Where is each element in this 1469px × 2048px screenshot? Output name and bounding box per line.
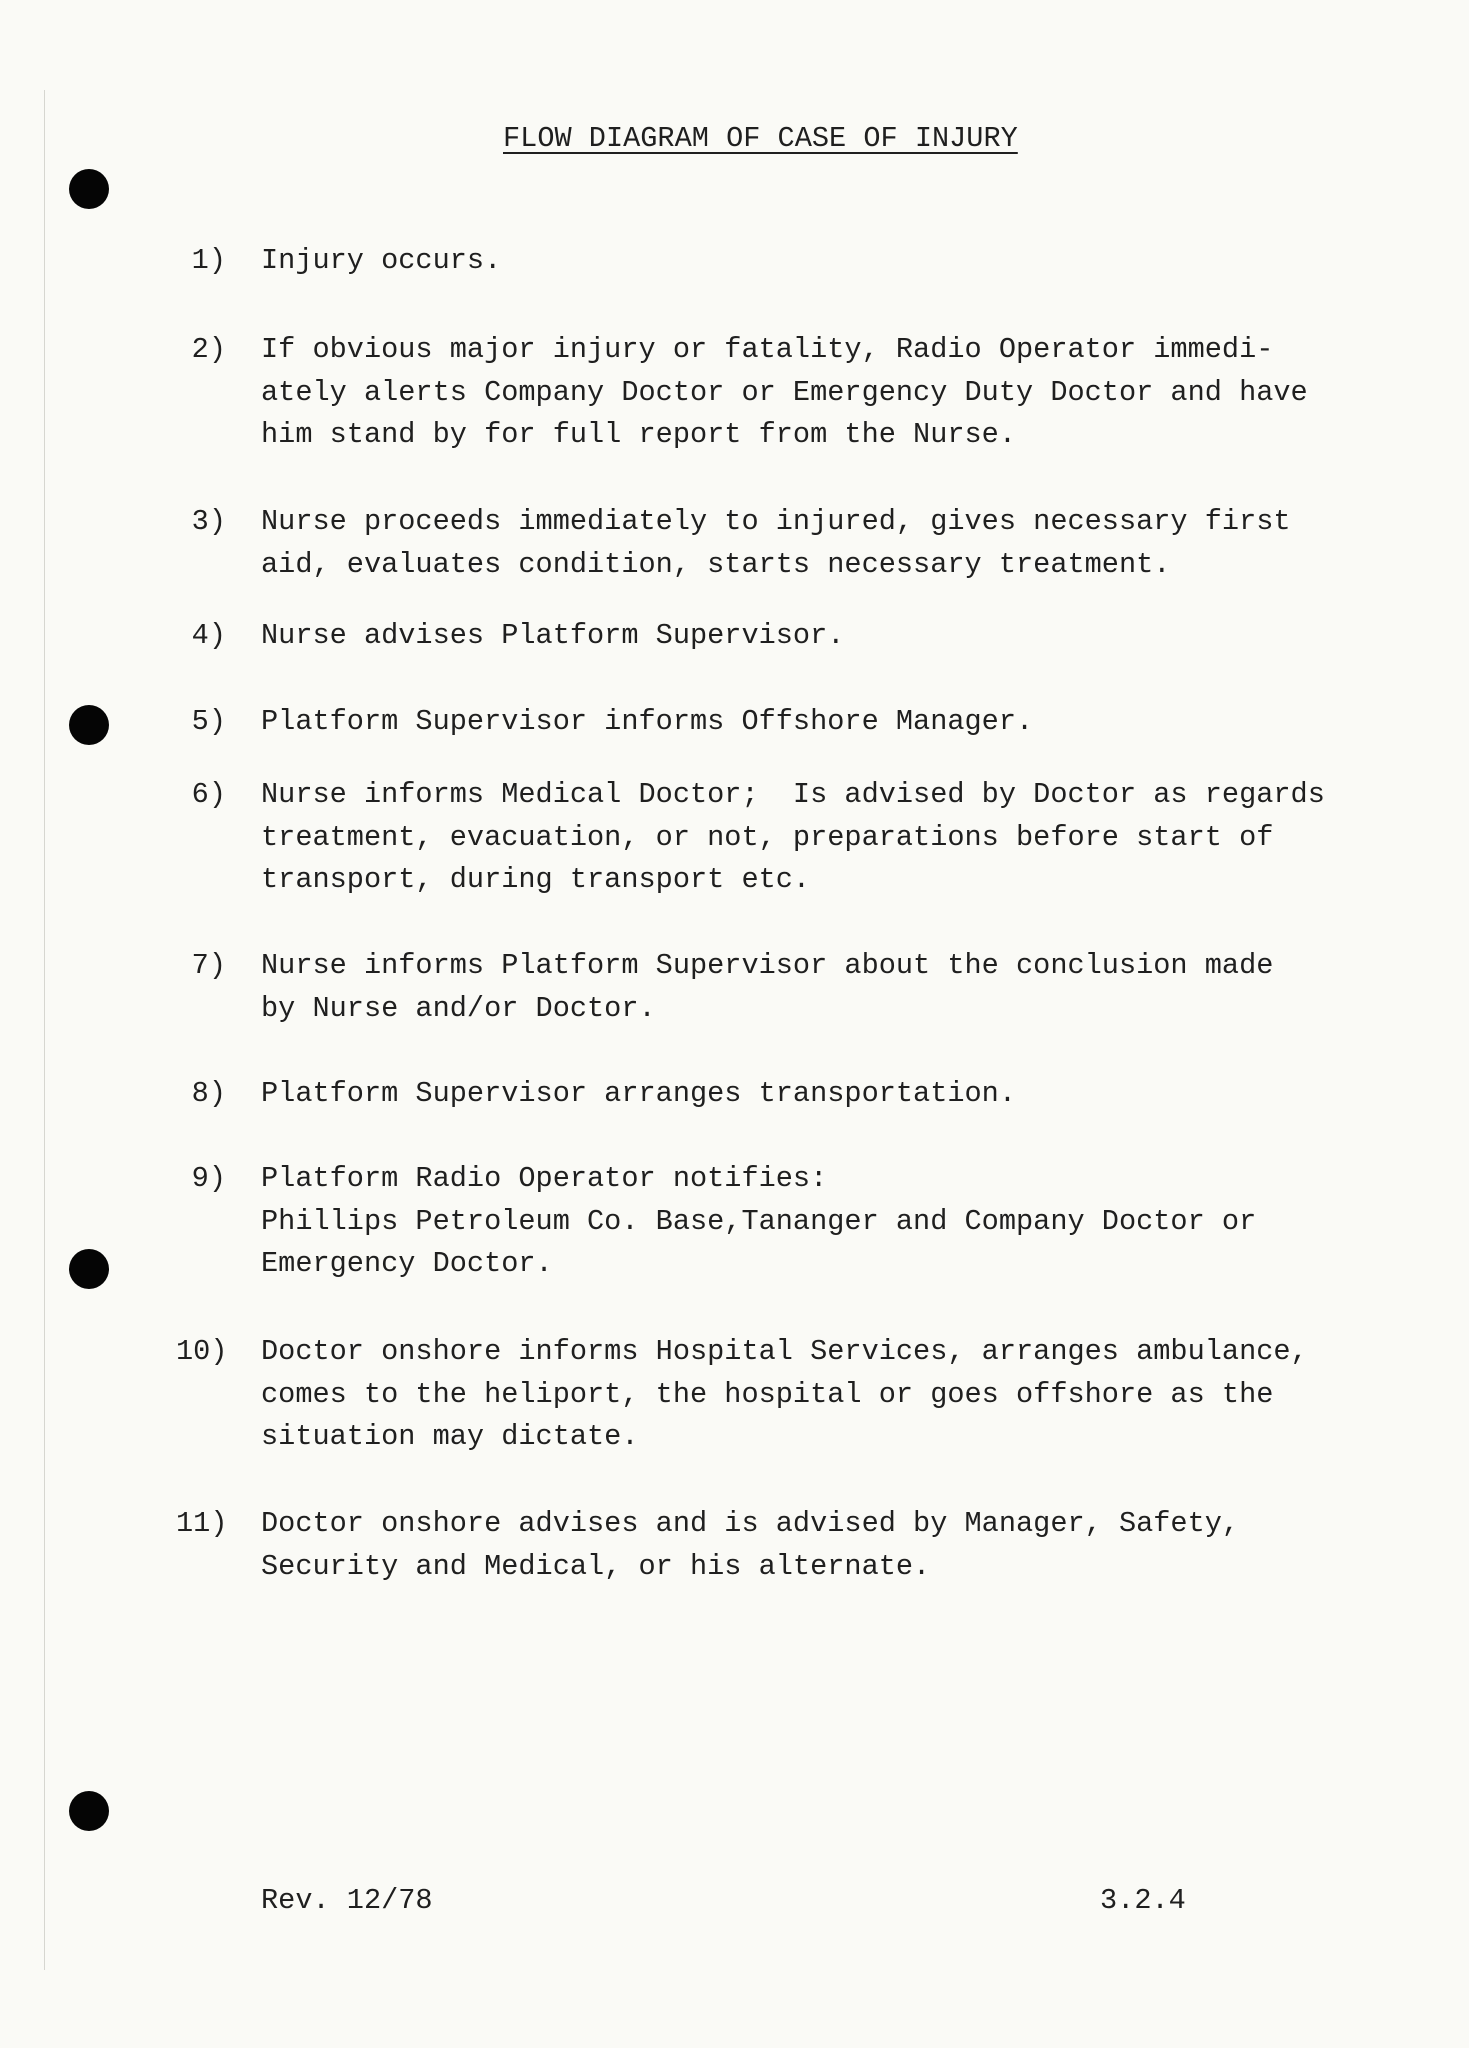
step-text-line: situation may dictate.: [261, 1420, 639, 1453]
step-text: [261, 1503, 1361, 1588]
punch-hole: [69, 1791, 109, 1831]
step-text-line: If obvious major injury or fatality, Radio Operator immedi-: [261, 333, 1274, 366]
page-edge-line: [44, 90, 45, 1970]
step-text-line: Nurse proceeds immediately to injured, gives necessary first: [261, 505, 1291, 538]
step-text: [261, 615, 1361, 658]
step-text-line: transport, during transport etc.: [261, 863, 811, 896]
step-text-line: Platform Radio Operator notifies:: [261, 1162, 828, 1195]
step-number: 4): [191, 619, 226, 652]
step-text-line: Nurse advises Platform Supervisor.: [261, 619, 845, 652]
step-text: [261, 329, 1361, 457]
step-number: 2): [191, 333, 226, 366]
step-text-line: by Nurse and/or Doctor.: [261, 991, 656, 1025]
step-number: 3): [191, 505, 226, 538]
step-number: 5): [191, 705, 226, 738]
step-number: 6): [191, 778, 226, 811]
punch-hole: [69, 1249, 109, 1289]
step-number: 10): [176, 1335, 228, 1368]
step-text: [261, 501, 1361, 586]
step-text-line: treatment, evacuation, or not, preparations before start of: [261, 820, 1274, 854]
section-number: 3.2.4: [1100, 1884, 1186, 1917]
step-text: [261, 945, 1361, 1030]
step-text-line: Platform Supervisor informs Offshore Manager.: [261, 705, 1034, 738]
step-text-line: Emergency Doctor.: [261, 1247, 553, 1280]
step-text-line: Doctor onshore advises and is advised by Manager, Safety,: [261, 1507, 1240, 1540]
step-text-line: Security and Medical, or his alternate.: [261, 1549, 931, 1583]
step-text: [261, 774, 1361, 902]
step-text-line: Nurse informs Platform Supervisor about the conclusion made: [261, 949, 1274, 982]
step-text-line: Nurse informs Medical Doctor; Is advised by Doctor as regards: [261, 778, 1325, 811]
step-text-line: Doctor onshore informs Hospital Services, arranges ambulance,: [261, 1335, 1308, 1368]
step-text: [261, 1158, 1361, 1286]
step-text: [261, 1073, 1361, 1116]
step-number: 9): [191, 1162, 226, 1195]
step-text-line: Injury occurs.: [261, 244, 502, 277]
revision-label: Rev. 12/78: [261, 1884, 433, 1917]
step-text-line: ately alerts Company Doctor or Emergency Duty Doctor and have: [261, 375, 1308, 409]
punch-hole: [69, 705, 109, 745]
step-number: 1): [191, 244, 226, 277]
step-text-line: Platform Supervisor arranges transportation.: [261, 1077, 1016, 1110]
document-title: FLOW DIAGRAM OF CASE OF INJURY: [503, 122, 1018, 155]
step-text: [261, 701, 1361, 744]
punch-hole: [69, 169, 109, 209]
step-text: [261, 240, 1361, 283]
step-text-line: him stand by for full report from the Nurse.: [261, 418, 1016, 451]
step-text-line: comes to the heliport, the hospital or goes offshore as the: [261, 1377, 1274, 1411]
step-text-line: Phillips Petroleum Co. Base,Tananger and Company Doctor or: [261, 1204, 1257, 1238]
step-number: 8): [191, 1077, 226, 1110]
step-text-line: aid, evaluates condition, starts necessary treatment.: [261, 547, 1171, 581]
step-number: 7): [191, 949, 226, 982]
step-text: [261, 1331, 1361, 1459]
step-number: 11): [176, 1507, 228, 1540]
